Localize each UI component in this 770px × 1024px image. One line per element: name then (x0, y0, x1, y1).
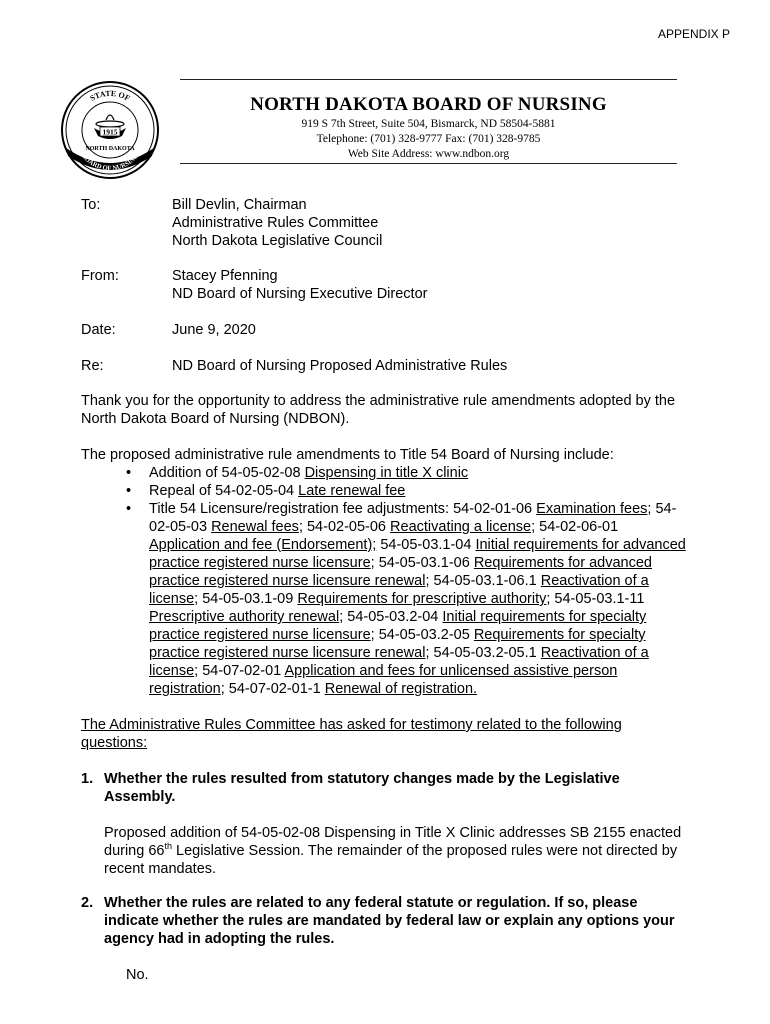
question-number: 2. (81, 895, 94, 911)
rule-number-text: ; 54-02-05-06 (298, 519, 391, 535)
from-label: From: (81, 268, 119, 284)
answer-text-cont: Legislative Session. The remainder of the proposed rules were not directed by recent mandates. (104, 843, 678, 877)
to-recipient (172, 196, 382, 250)
rule-number-text: ; 54-05-03.1-06 (370, 555, 474, 571)
rule-title: Examination fees (536, 501, 648, 517)
question-number: 1. (81, 771, 94, 787)
rule-number-text: 54-05-03.1-04 (376, 537, 476, 553)
list-item (126, 500, 691, 698)
rule-number-text: ; 54-05-03.1-09 (194, 591, 298, 607)
rule-number-text: ; 54-07-02-01-1 (220, 681, 325, 697)
rule-title: Late renewal fee (298, 483, 406, 499)
rule-title: Application and fee (Endorsement); (149, 537, 377, 553)
committee-questions-heading: The Administrative Rules Committee has asked for testimony related to the following questions: (81, 717, 622, 751)
rule-title: Reactivation of a license (149, 645, 649, 679)
proposed-rules-list (126, 464, 691, 698)
rule-number-text: ; 54-05-03.1-06.1 (425, 573, 541, 589)
re-label: Re: (81, 358, 104, 374)
bullet-text: Repeal of 54-02-05-04 (149, 483, 299, 499)
rule-number-text: ; 54-05-03.2-05.1 (425, 645, 541, 661)
bullet-icon: • (126, 501, 132, 517)
from-line: ND Board of Nursing Executive Director (172, 286, 428, 302)
date-value: June 9, 2020 (172, 322, 256, 338)
re-value: ND Board of Nursing Proposed Administrative Rules (172, 358, 508, 374)
question-2 (81, 894, 691, 948)
rule-number-text: ; 54-02-05-03 (149, 501, 677, 535)
rule-title: Dispensing in title X clinic (304, 465, 469, 481)
rule-title: Renewal of registration. (324, 681, 478, 697)
bullet-text: Addition of 54-05-02-08 (149, 465, 305, 481)
list-item (126, 482, 691, 500)
rule-title: Requirements for specialty practice registered nurse licensure renewal (149, 627, 646, 661)
rule-title: Application and fees for unlicensed assistive person registration (149, 663, 618, 697)
letterhead (180, 93, 677, 162)
rule-title: Initial requirements for specialty practice registered nurse licensure (149, 609, 647, 643)
question-1 (81, 770, 691, 806)
ordinal-suffix: th (164, 841, 172, 852)
rule-number-text: ; 54-02-06-01 (531, 519, 619, 535)
svg-text:STATE OF (89, 89, 132, 103)
appendix-label: APPENDIX P (657, 27, 730, 41)
question-text: Whether the rules resulted from statutory changes made by the Legislative Assembly. (104, 771, 620, 805)
list-item (126, 464, 691, 482)
rule-title: Reactivation of a license (149, 573, 649, 607)
bullet-icon: • (126, 483, 132, 499)
bullet-icon: • (126, 465, 132, 481)
to-line: Bill Devlin, Chairman (172, 197, 307, 213)
rule-title: Prescriptive authority renewal (149, 609, 340, 625)
intro-paragraph: Thank you for the opportunity to address the administrative rule amendments adopted by the North Dakota Board of Nursing (NDBON). (81, 393, 676, 427)
board-seal-logo (60, 80, 160, 180)
seal-middle-text: NORTH DAKOTA (85, 146, 135, 152)
rule-title: Requirements for advanced practice registered nurse licensure renewal (149, 555, 652, 589)
answer-1 (104, 824, 694, 878)
rule-number-text: ; 54-05-03.2-05 (370, 627, 474, 643)
seal-top-text: STATE OF (88, 88, 132, 103)
list-intro: The proposed administrative rule amendments to Title 54 Board of Nursing include: (81, 447, 614, 463)
to-line: Administrative Rules Committee (172, 215, 379, 231)
fee-adjustments-text (149, 501, 686, 697)
rule-number-text: ; 54-07-02-01 (194, 663, 285, 679)
to-line: North Dakota Legislative Council (172, 233, 383, 249)
rule-number-text: ; 54-05-03.2-04 (339, 609, 443, 625)
date-label: Date: (81, 322, 116, 338)
seal-year: 1915 (102, 127, 118, 137)
organization-name: NORTH DAKOTA BOARD OF NURSING (250, 94, 607, 115)
answer-text: Proposed addition of 54-05-02-08 Dispensing in Title X Clinic addresses SB 2155 enacted during 66 (104, 825, 682, 859)
letterhead-top-rule (180, 79, 677, 80)
letterhead-phone-fax: Telephone: (701) 328-9777 Fax: (701) 328-9785 (316, 133, 541, 145)
rule-number-text: Title 54 Licensure/registration fee adjustments: 54-02-01-06 (149, 501, 537, 517)
rule-title: Initial requirements for advanced practice registered nurse licensure (149, 537, 686, 571)
rule-number-text: ; 54-05-03.1-11 (546, 591, 645, 607)
rule-title: Requirements for prescriptive authority (297, 591, 547, 607)
letterhead-address: 919 S 7th Street, Suite 504, Bismarck, ND 58504-5881 (301, 118, 556, 130)
question-text: Whether the rules are related to any federal statute or regulation. If so, please indicate whether the rules are mandated by federal law or explain any options your agency had in adopting the rules. (104, 895, 675, 947)
letterhead-website: Web Site Address: www.ndbon.org (347, 148, 510, 160)
from-sender (172, 267, 427, 303)
from-line: Stacey Pfenning (172, 268, 278, 284)
to-label: To: (81, 197, 101, 213)
letterhead-bottom-rule (180, 163, 677, 164)
seal-bottom-text: BOARD OF NURSING (79, 152, 141, 173)
rule-title: Renewal fees (211, 519, 299, 535)
answer-2: No. (126, 967, 149, 983)
rule-title: Reactivating a license (390, 519, 532, 535)
